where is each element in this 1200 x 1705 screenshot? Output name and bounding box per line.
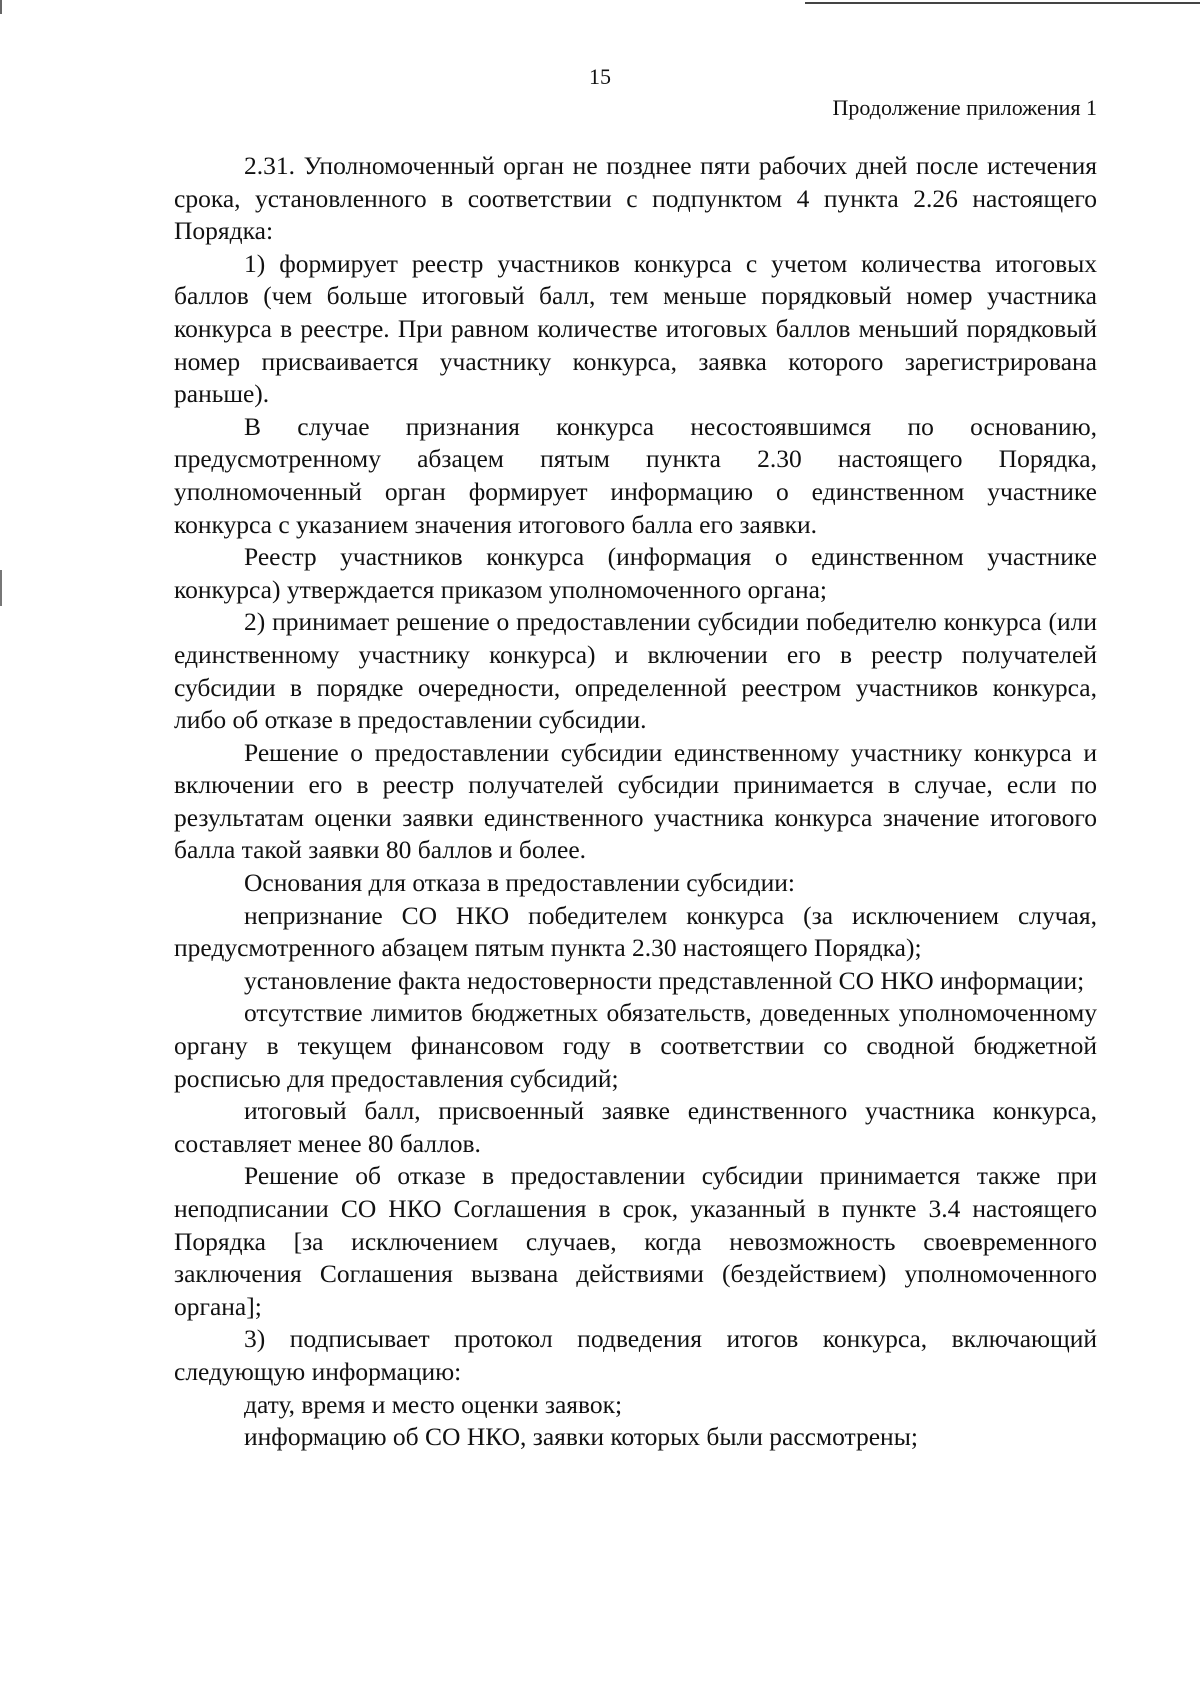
paragraph: 1) формирует реестр участников конкурса с учетом количества итоговых баллов (чем больше итоговый балл, тем меньше порядковый номер участника конкурса в реестре. При равном количестве итоговых баллов меньший порядковый номер присваивается участнику конкурса, заявка которого зарегистрирована раньше). — [174, 248, 1097, 409]
paragraph: непризнание СО НКО победителем конкурса (за исключением случая, предусмотренного абзацем пятым пункта 2.30 настоящего Порядка); — [174, 900, 1097, 963]
paragraph: Основания для отказа в предоставлении субсидии: — [244, 868, 795, 898]
page-number: 15 — [589, 64, 611, 89]
paragraph: 2) принимает решение о предоставлении субсидии победителю конкурса (или единственному участнику конкурса) и включении его в реестр получателей субсидии в порядке очередности, определенной реестром участников конкурса, либо об отказе в предоставлении субсидии. — [174, 607, 1097, 735]
paragraph: В случае признания конкурса несостоявшимся по основанию, предусмотренному абзацем пятым пункта 2.30 настоящего Порядка, уполномоченный орган формирует информацию о единственном участнике конкурса с указанием значения итогового балла его заявки. — [174, 411, 1097, 539]
paragraph: информацию об СО НКО, заявки которых были рассмотрены; — [244, 1422, 918, 1452]
paragraph: итоговый балл, присвоенный заявке единственного участника конкурса, составляет менее 80 баллов. — [174, 1096, 1097, 1158]
paragraph: 2.31. Уполномоченный орган не позднее пяти рабочих дней после истечения срока, установленного в соответствии с подпунктом 4 пункта 2.26 настоящего Порядка: — [174, 151, 1097, 246]
paragraph: отсутствие лимитов бюджетных обязательств, доведенных уполномоченному органу в текущем финансовом году в соответствии со сводной бюджетной росписью для предоставления субсидий; — [174, 998, 1097, 1093]
scan-edge-line — [805, 2, 1200, 4]
paragraph: Реестр участников конкурса (информация о единственном участнике конкурса) утверждается приказом уполномоченного органа; — [174, 542, 1097, 604]
paragraph: установление факта недостоверности представленной СО НКО информации; — [244, 965, 1085, 995]
scan-edge-mark — [0, 570, 2, 606]
appendix-continuation-label: Продолжение приложения 1 — [832, 95, 1097, 120]
paragraph: Решение о предоставлении субсидии единственному участнику конкурса и включении его в реестр получателей субсидии принимается в случае, если по результатам оценки заявки единственного участника конкурса значение итогового балла такой заявки 80 баллов и более. — [174, 737, 1097, 865]
scan-edge-mark — [0, 0, 2, 14]
document-body — [174, 150, 1097, 1454]
paragraph: 3) подписывает протокол подведения итогов конкурса, включающий следующую информацию: — [174, 1324, 1097, 1386]
paragraph: Решение об отказе в предоставлении субсидии принимается также при неподписании СО НКО Соглашения в срок, указанный в пункте 3.4 настоящего Порядка [за исключением случаев, когда невозможность своевременного заключения Соглашения вызвана действиями (бездействием) уполномоченного органа]; — [174, 1161, 1097, 1321]
paragraph: дату, время и место оценки заявок; — [244, 1389, 623, 1419]
